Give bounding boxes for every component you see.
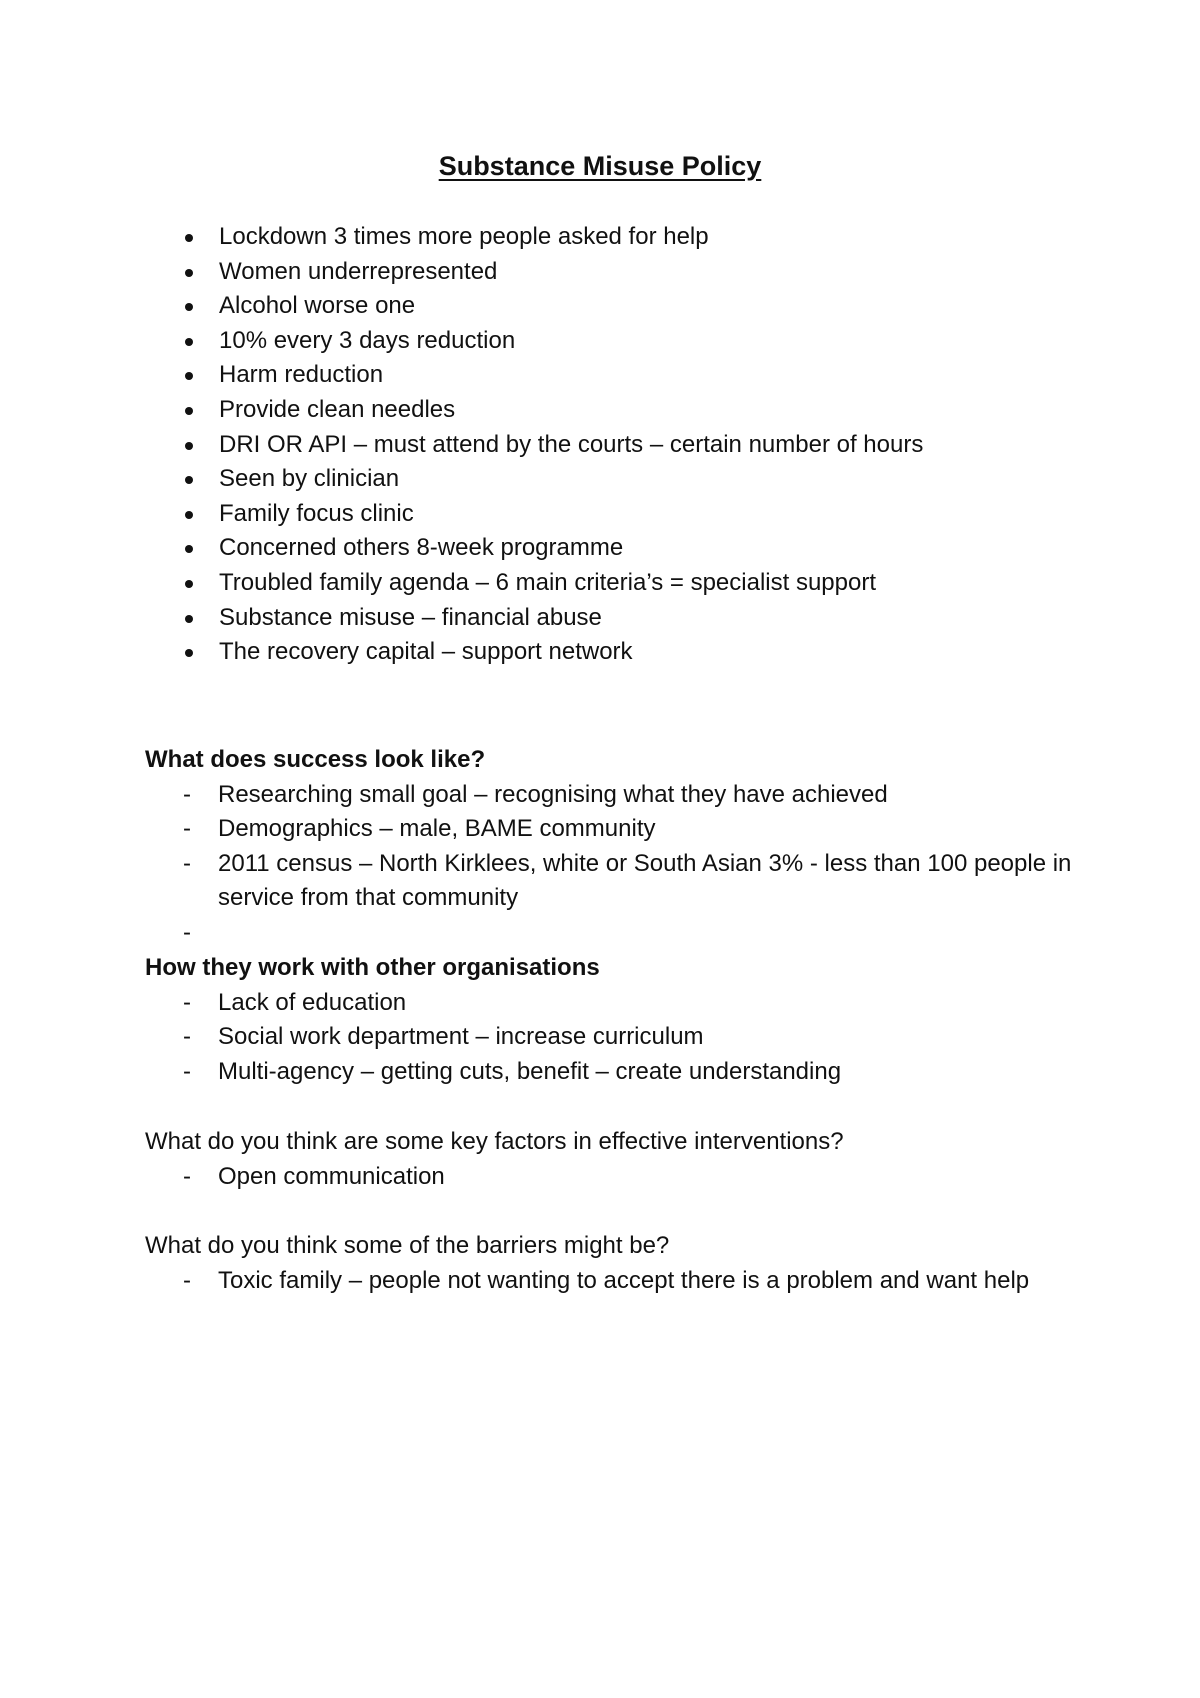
dash-icon: - [183, 988, 191, 1016]
list-item [175, 220, 923, 255]
list-item [145, 1055, 1085, 1090]
list-item-text: Family focus clinic [219, 499, 414, 527]
dash-icon: - [183, 1023, 191, 1051]
dash-list [145, 778, 1085, 951]
bullet-icon [185, 303, 193, 311]
dash-icon: - [183, 780, 191, 808]
bullet-icon [185, 511, 193, 519]
list-item [145, 778, 1085, 813]
list-item-text: Demographics – male, BAME community [218, 815, 656, 843]
list-item-text: Open communication [218, 1162, 445, 1190]
list-item-text: 2011 census – North Kirklees, white or South Asian 3% - less than 100 people in service from that community [218, 849, 1072, 912]
bullet-icon [185, 442, 193, 450]
bullet-icon [185, 580, 193, 588]
list-item-text: Concerned others 8-week programme [219, 534, 624, 562]
list-item-text: Alcohol worse one [219, 292, 416, 320]
list-item [175, 324, 923, 359]
list-item [145, 812, 1085, 847]
bullet-list [175, 220, 923, 670]
list-item-text: Harm reduction [219, 361, 384, 389]
list-item-text: Multi-agency – getting cuts, benefit – create understanding [218, 1057, 842, 1085]
list-item [145, 1020, 1085, 1055]
list-item-text: Researching small goal – recognising what they have achieved [218, 780, 888, 808]
dash-icon: - [183, 849, 191, 877]
dash-icon: - [183, 918, 191, 946]
bullet-icon [185, 545, 193, 553]
dash-icon: - [183, 1266, 191, 1294]
bullet-icon [185, 269, 193, 277]
list-item [145, 847, 1085, 916]
bullet-icon [185, 407, 193, 415]
list-item [175, 393, 923, 428]
list-item [175, 358, 923, 393]
list-item-text: DRI OR API – must attend by the courts – certain number of hours [219, 430, 924, 458]
list-item [175, 566, 923, 601]
list-item-text: Troubled family agenda – 6 main criteria’s = specialist support [219, 568, 876, 596]
bullet-icon [185, 338, 193, 346]
dash-list [145, 1160, 1085, 1195]
list-item [175, 497, 923, 532]
list-item [145, 986, 1085, 1021]
list-item [175, 635, 923, 670]
list-item-text: Women underrepresented [219, 257, 498, 285]
bullet-icon [185, 649, 193, 657]
dash-list [145, 1264, 1085, 1299]
list-item-text: Provide clean needles [219, 395, 456, 423]
section-heading: What do you think some of the barriers might be? [145, 1232, 670, 1259]
list-item-text: Seen by clinician [219, 465, 400, 493]
list-item [145, 1160, 1085, 1195]
list-item [175, 531, 923, 566]
bullet-icon [185, 476, 193, 484]
bullet-icon [185, 372, 193, 380]
list-item [175, 428, 923, 463]
dash-icon: - [183, 815, 191, 843]
bullet-icon [185, 234, 193, 242]
section-heading: What does success look like? [145, 746, 486, 773]
list-item [145, 916, 1085, 951]
list-item [175, 289, 923, 324]
dash-icon: - [183, 1162, 191, 1190]
list-item [175, 462, 923, 497]
section-organisations [145, 951, 1085, 1089]
list-item-text: 10% every 3 days reduction [219, 326, 516, 354]
list-item-text: Toxic family – people not wanting to accept there is a problem and want help [218, 1266, 1030, 1294]
list-item [145, 1264, 1085, 1299]
list-item-text: The recovery capital – support network [219, 638, 633, 666]
section-barriers [145, 1229, 1085, 1298]
section-success [145, 743, 1085, 951]
page-title: Substance Misuse Policy [438, 151, 762, 181]
section-heading: What do you think are some key factors in effective interventions? [145, 1128, 844, 1155]
bullet-icon [185, 615, 193, 623]
list-item-text: Lack of education [218, 988, 407, 1016]
list-item [175, 255, 923, 290]
list-item [175, 601, 923, 636]
section-heading: How they work with other organisations [145, 954, 600, 981]
list-item-text: Social work department – increase curriculum [218, 1023, 704, 1051]
list-item-text: Lockdown 3 times more people asked for help [219, 223, 709, 250]
section-key-factors [145, 1125, 1085, 1194]
list-item-text: Substance misuse – financial abuse [219, 603, 602, 631]
dash-icon: - [183, 1057, 191, 1085]
dash-list [145, 986, 1085, 1090]
